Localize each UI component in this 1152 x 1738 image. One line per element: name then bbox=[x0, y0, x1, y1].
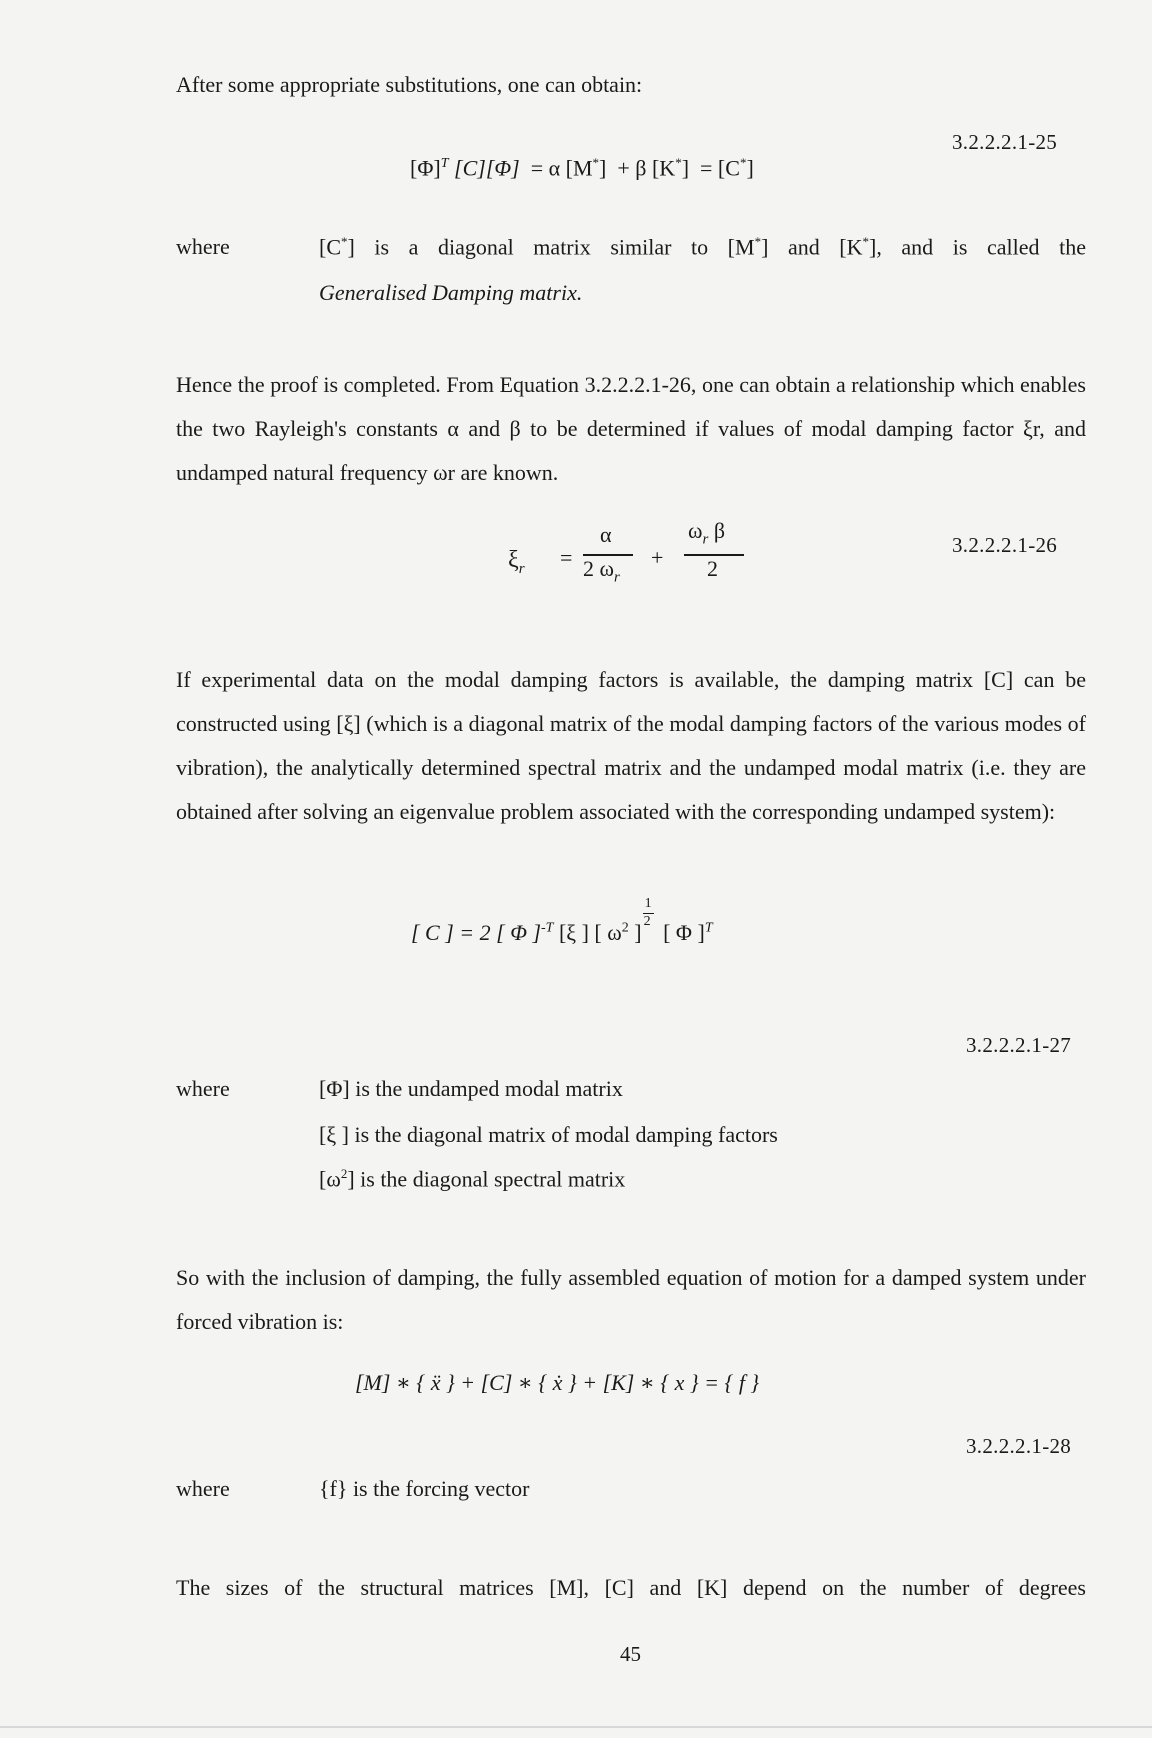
eq26-equals: = bbox=[560, 545, 573, 570]
where2-def3-sup: 2 bbox=[340, 1166, 348, 1181]
eq27-part-c: ] bbox=[634, 920, 642, 945]
eq25-rhs-c-sup: * bbox=[739, 155, 747, 170]
where1-definition-line1 bbox=[319, 234, 1086, 260]
eq27-exponent-fraction bbox=[642, 896, 658, 940]
where2-def3-b: ] is the diagonal spectral matrix bbox=[347, 1166, 626, 1192]
where-label-2: where bbox=[176, 1076, 230, 1101]
where2-def3-a: [ω bbox=[319, 1166, 341, 1192]
eq25-rhs-b: + β [K bbox=[617, 155, 676, 181]
eq26-den1-sub: r bbox=[613, 569, 620, 586]
equation-25 bbox=[410, 155, 754, 181]
eq26-num2 bbox=[688, 518, 725, 548]
bottom-divider bbox=[0, 1726, 1152, 1728]
where2-def-1: [Φ] is the undamped modal matrix bbox=[319, 1076, 623, 1101]
eq27-sup-b: 2 bbox=[621, 920, 629, 936]
paragraph-proof: Hence the proof is completed. From Equation 3.2.2.2.1-26, one can obtain a relationship which enables the two Rayleigh's constants α and β to be determined if values of modal damping factor ξr, and undamped natural frequency ωr are known. bbox=[176, 372, 1086, 485]
equation-25-number: 3.2.2.2.1-25 bbox=[952, 130, 1058, 154]
where1-definition-line2: Generalised Damping matrix. bbox=[319, 280, 583, 305]
eq25-rhs-b-sup: * bbox=[675, 155, 682, 170]
eq27-frac-num: 1 bbox=[644, 896, 652, 911]
paragraph-sizes: The sizes of the structural matrices [M], [C] and [K] depend on the number of degrees bbox=[176, 1575, 1086, 1600]
intro-text: After some appropriate substitutions, one can obtain: bbox=[176, 72, 643, 97]
eq27-sup-d: T bbox=[704, 920, 713, 936]
eq25-lhs-sup: T bbox=[440, 156, 449, 171]
paragraph-motion: So with the inclusion of damping, the fully assembled equation of motion for a damped system under forced vibration is: bbox=[176, 1265, 1086, 1334]
where1-part-d: ], and is called the bbox=[869, 234, 1086, 260]
where1-sup-3: * bbox=[862, 234, 870, 249]
equation-26-number: 3.2.2.2.1-26 bbox=[952, 533, 1058, 557]
eq26-num2-sub: r bbox=[702, 531, 709, 548]
eq27-part-d: [ Φ ] bbox=[663, 920, 705, 945]
eq25-rhs-a-sup: * bbox=[592, 155, 600, 170]
page-number: 45 bbox=[620, 1642, 641, 1666]
eq27-part-a: [ C ] = 2 [ Φ ] bbox=[411, 920, 542, 945]
where2-def-2: [ξ ] is the diagonal matrix of modal damping factors bbox=[319, 1122, 778, 1147]
eq25-rhs-b-end: ] bbox=[681, 155, 690, 181]
where-label-3: where bbox=[176, 1476, 230, 1501]
eq26-den1-text: 2 ω bbox=[583, 556, 614, 581]
paragraph-experimental: If experimental data on the modal damping factors is available, the damping matrix [C] can be constructed using [ξ] (which is a diagonal matrix of the modal damping factors of the various modes of vibration), the analytically determined spectral matrix and the undamped modal matrix (i.e. they are obtained after solving an eigenvalue problem associated with the corresponding undamped system): bbox=[176, 667, 1086, 824]
where1-sup-2: * bbox=[754, 234, 762, 249]
eq26-num1: α bbox=[600, 522, 612, 547]
eq25-rhs-c: = [C bbox=[700, 155, 740, 181]
eq25-lhs-b: [C][Φ] bbox=[454, 155, 520, 181]
eq27-frac-den: 2 bbox=[643, 914, 651, 929]
where2-def-3 bbox=[319, 1166, 625, 1192]
eq26-den2: 2 bbox=[707, 556, 718, 581]
eq26-num2-beta: β bbox=[713, 518, 726, 543]
equation-28-number: 3.2.2.2.1-28 bbox=[966, 1434, 1072, 1458]
eq25-rhs-a-end: ] bbox=[599, 155, 607, 181]
eq26-lhs-sub: r bbox=[518, 560, 525, 577]
eq25-lhs-a: [Φ] bbox=[410, 155, 441, 181]
eq25-rhs-c-end: ] bbox=[746, 155, 754, 181]
eq26-plus: + bbox=[651, 545, 664, 570]
eq27-sup-a: -T bbox=[541, 920, 554, 936]
where1-part-c: ] and [K bbox=[761, 234, 863, 260]
where1-part-b: ] is a diagonal matrix similar to [M bbox=[347, 234, 755, 260]
eq26-lhs-xi: ξ bbox=[508, 547, 519, 573]
eq26-lhs bbox=[508, 547, 525, 578]
equation-28: [M] ∗ { ẍ } + [C] ∗ { ẋ } + [K] ∗ { x } = { f } bbox=[355, 1370, 760, 1395]
eq26-num2-omega: ω bbox=[688, 518, 703, 543]
eq27-part-b: [ξ ] [ ω bbox=[558, 920, 622, 945]
where1-sup-1: * bbox=[341, 234, 348, 249]
where-label-1: where bbox=[176, 234, 230, 259]
where3-def-1: {f} is the forcing vector bbox=[319, 1476, 530, 1501]
eq26-den1 bbox=[583, 556, 620, 586]
equation-27 bbox=[411, 896, 713, 946]
where1-part-a: [C bbox=[319, 234, 341, 260]
eq25-rhs-a: = α [M bbox=[530, 155, 593, 181]
equation-27-number: 3.2.2.2.1-27 bbox=[966, 1033, 1072, 1057]
